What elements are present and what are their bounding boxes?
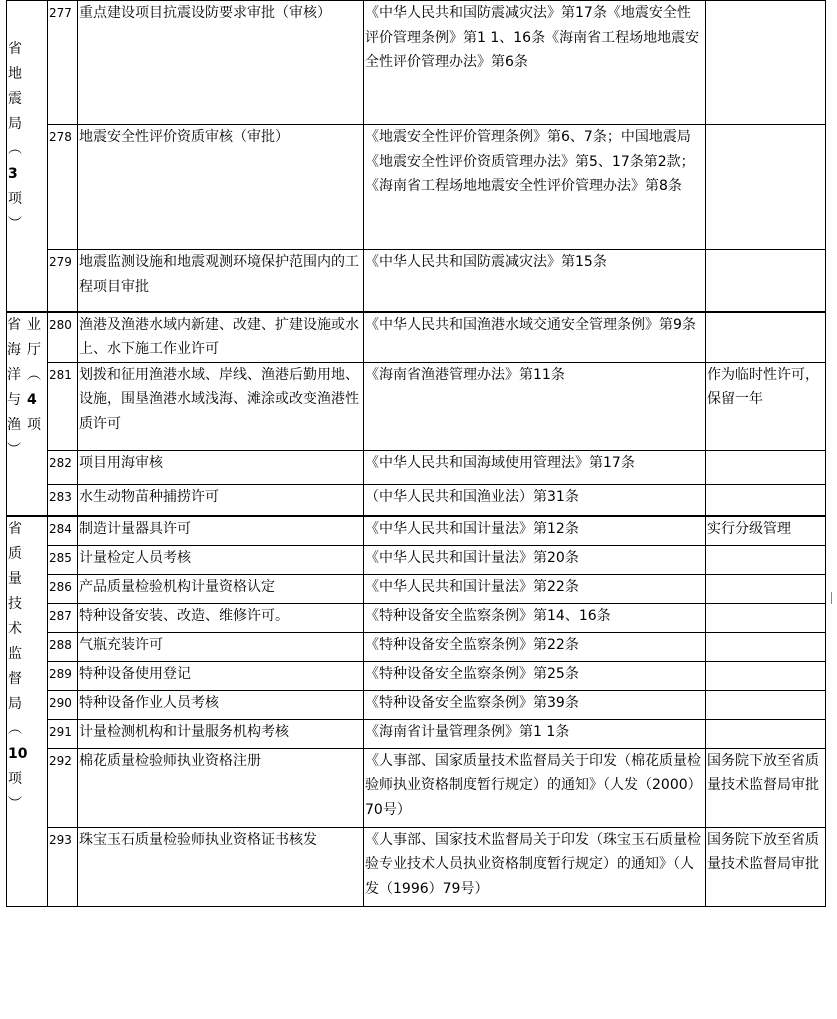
dept-char: ︶ (7, 441, 21, 458)
dept-char: 局 (8, 116, 22, 132)
item-name: 渔港及渔港水域内新建、改建、扩建设施或水上、水下施工作业许可 (78, 312, 364, 363)
item-note (706, 574, 826, 603)
item-note (706, 545, 826, 574)
table-row (7, 516, 826, 545)
item-number: 281 (48, 362, 78, 450)
dept-char: 省 (7, 316, 21, 333)
table-row (7, 362, 826, 450)
dept-char: 项 (8, 191, 22, 207)
item-name: 项目用海审核 (78, 450, 364, 484)
dept-char: 技 (8, 596, 22, 613)
item-number: 280 (48, 312, 78, 363)
item-number: 279 (48, 250, 78, 312)
table-row (7, 632, 826, 661)
approval-items-table (6, 0, 826, 907)
legal-basis: 《海南省计量管理条例》第1 1条 (364, 719, 706, 748)
item-number: 292 (48, 748, 78, 827)
legal-basis: 《特种设备安全监察条例》第14、16条 (364, 603, 706, 632)
table-row (7, 690, 826, 719)
dept-char: 省 (8, 521, 22, 538)
item-name: 特种设备安装、改造、维修许可。 (78, 603, 364, 632)
legal-basis: 《人事部、国家技术监督局关于印发（珠宝玉石质量检验专业技术人员执业资格制度暂行规定）的通知》（人发（1996）79号） (364, 827, 706, 906)
item-number: 285 (48, 545, 78, 574)
dept-char: 省 (8, 41, 22, 57)
table-row (7, 1, 826, 125)
item-number: 277 (48, 1, 78, 125)
page-edge-mark (831, 592, 834, 604)
table-row (7, 827, 826, 906)
legal-basis: 《中华人民共和国防震减灾法》第15条 (364, 250, 706, 312)
item-note (706, 250, 826, 312)
table-row (7, 545, 826, 574)
dept-char: 量 (8, 571, 22, 588)
legal-basis: 《中华人民共和国渔港水域交通安全管理条例》第9条 (364, 312, 706, 363)
item-note (706, 312, 826, 363)
legal-basis: 《人事部、国家质量技术监督局关于印发（棉花质量检验师执业资格制度暂行规定）的通知》（人发（2000）70号） (364, 748, 706, 827)
item-name: 水生动物苗种捕捞许可 (78, 484, 364, 516)
table-row (7, 574, 826, 603)
item-number: 287 (48, 603, 78, 632)
dept-char: ︵ (8, 141, 22, 157)
dept-char: 震 (8, 91, 22, 107)
dept-char: 海 (7, 341, 21, 358)
item-note: 国务院下放至省质量技术监督局审批 (706, 827, 826, 906)
item-number: 291 (48, 719, 78, 748)
legal-basis: （中华人民共和国渔业法）第31条 (364, 484, 706, 516)
legal-basis: 《中华人民共和国计量法》第20条 (364, 545, 706, 574)
table-row (7, 603, 826, 632)
legal-basis: 《海南省渔港管理办法》第11条 (364, 362, 706, 450)
dept-char: 渔 (7, 416, 21, 433)
legal-basis: 《中华人民共和国计量法》第12条 (364, 516, 706, 545)
table-row (7, 450, 826, 484)
dept-char: 督 (8, 671, 22, 688)
item-note (706, 603, 826, 632)
item-name: 重点建设项目抗震设防要求审批（审核） (78, 1, 364, 125)
department-quality-supervision-bureau (7, 516, 48, 906)
item-name: 珠宝玉石质量检验师执业资格证书核发 (78, 827, 364, 906)
item-note: 作为临时性许可，保留一年 (706, 362, 826, 450)
legal-basis: 《特种设备安全监察条例》第22条 (364, 632, 706, 661)
item-note (706, 125, 826, 250)
item-note (706, 719, 826, 748)
dept-char: 地 (8, 66, 22, 82)
item-number: 293 (48, 827, 78, 906)
department-earthquake-bureau (7, 1, 48, 312)
table-row (7, 250, 826, 312)
dept-char: 质 (8, 546, 22, 563)
legal-basis: 《特种设备安全监察条例》第39条 (364, 690, 706, 719)
item-note (706, 484, 826, 516)
item-note: 国务院下放至省质量技术监督局审批 (706, 748, 826, 827)
item-number: 284 (48, 516, 78, 545)
dept-char: 监 (8, 646, 22, 663)
dept-char: ︶ (8, 216, 22, 232)
item-name: 地震监测设施和地震观测环境保护范围内的工程项目审批 (78, 250, 364, 312)
department-ocean-fisheries (7, 312, 48, 517)
item-name: 特种设备作业人员考核 (78, 690, 364, 719)
item-note (706, 690, 826, 719)
item-number: 278 (48, 125, 78, 250)
table-row (7, 719, 826, 748)
item-number: 289 (48, 661, 78, 690)
legal-basis: 《特种设备安全监察条例》第25条 (364, 661, 706, 690)
item-name: 气瓶充装许可 (78, 632, 364, 661)
item-name: 产品质量检验机构计量资格认定 (78, 574, 364, 603)
item-note: 实行分级管理 (706, 516, 826, 545)
dept-char: 3 (8, 166, 18, 182)
item-number: 283 (48, 484, 78, 516)
item-number: 282 (48, 450, 78, 484)
dept-char: 与 (7, 391, 21, 408)
dept-char: 术 (8, 621, 22, 638)
item-note (706, 1, 826, 125)
item-name: 划拨和征用渔港水域、岸线、渔港后勤用地、设施，围垦渔港水域浅海、滩涂或改变渔港性质许可 (78, 362, 364, 450)
dept-char: ︵ (8, 721, 22, 738)
dept-char: 项 (27, 416, 41, 433)
item-number: 288 (48, 632, 78, 661)
dept-char: 项 (8, 771, 22, 788)
dept-char: ︵ (27, 366, 41, 383)
item-name: 特种设备使用登记 (78, 661, 364, 690)
dept-char: 10 (8, 746, 28, 763)
dept-char: 局 (8, 696, 22, 713)
table-row (7, 484, 826, 516)
legal-basis: 《地震安全性评价管理条例》第6、7条；中国地震局《地震安全性评价资质管理办法》第5、17条第2款；《海南省工程场地地震安全性评价管理办法》第8条 (364, 125, 706, 250)
dept-char: 4 (27, 391, 37, 408)
item-name: 计量检测机构和计量服务机构考核 (78, 719, 364, 748)
item-name: 地震安全性评价资质审核（审批） (78, 125, 364, 250)
item-note (706, 661, 826, 690)
table-row (7, 661, 826, 690)
legal-basis: 《中华人民共和国防震减灾法》第17条《地震安全性评价管理条例》第1 1、16条《海南省工程场地地震安全性评价管理办法》第6条 (364, 1, 706, 125)
item-number: 290 (48, 690, 78, 719)
dept-char: 厅 (27, 341, 41, 358)
item-name: 棉花质量检验师执业资格注册 (78, 748, 364, 827)
table-row (7, 312, 826, 363)
dept-char: ︶ (8, 796, 22, 813)
item-note (706, 450, 826, 484)
legal-basis: 《中华人民共和国计量法》第22条 (364, 574, 706, 603)
table-row (7, 125, 826, 250)
table-row (7, 748, 826, 827)
item-note (706, 632, 826, 661)
item-name: 制造计量器具许可 (78, 516, 364, 545)
dept-char: 业 (27, 316, 41, 333)
item-name: 计量检定人员考核 (78, 545, 364, 574)
legal-basis: 《中华人民共和国海域使用管理法》第17条 (364, 450, 706, 484)
item-number: 286 (48, 574, 78, 603)
dept-char: 洋 (7, 366, 21, 383)
